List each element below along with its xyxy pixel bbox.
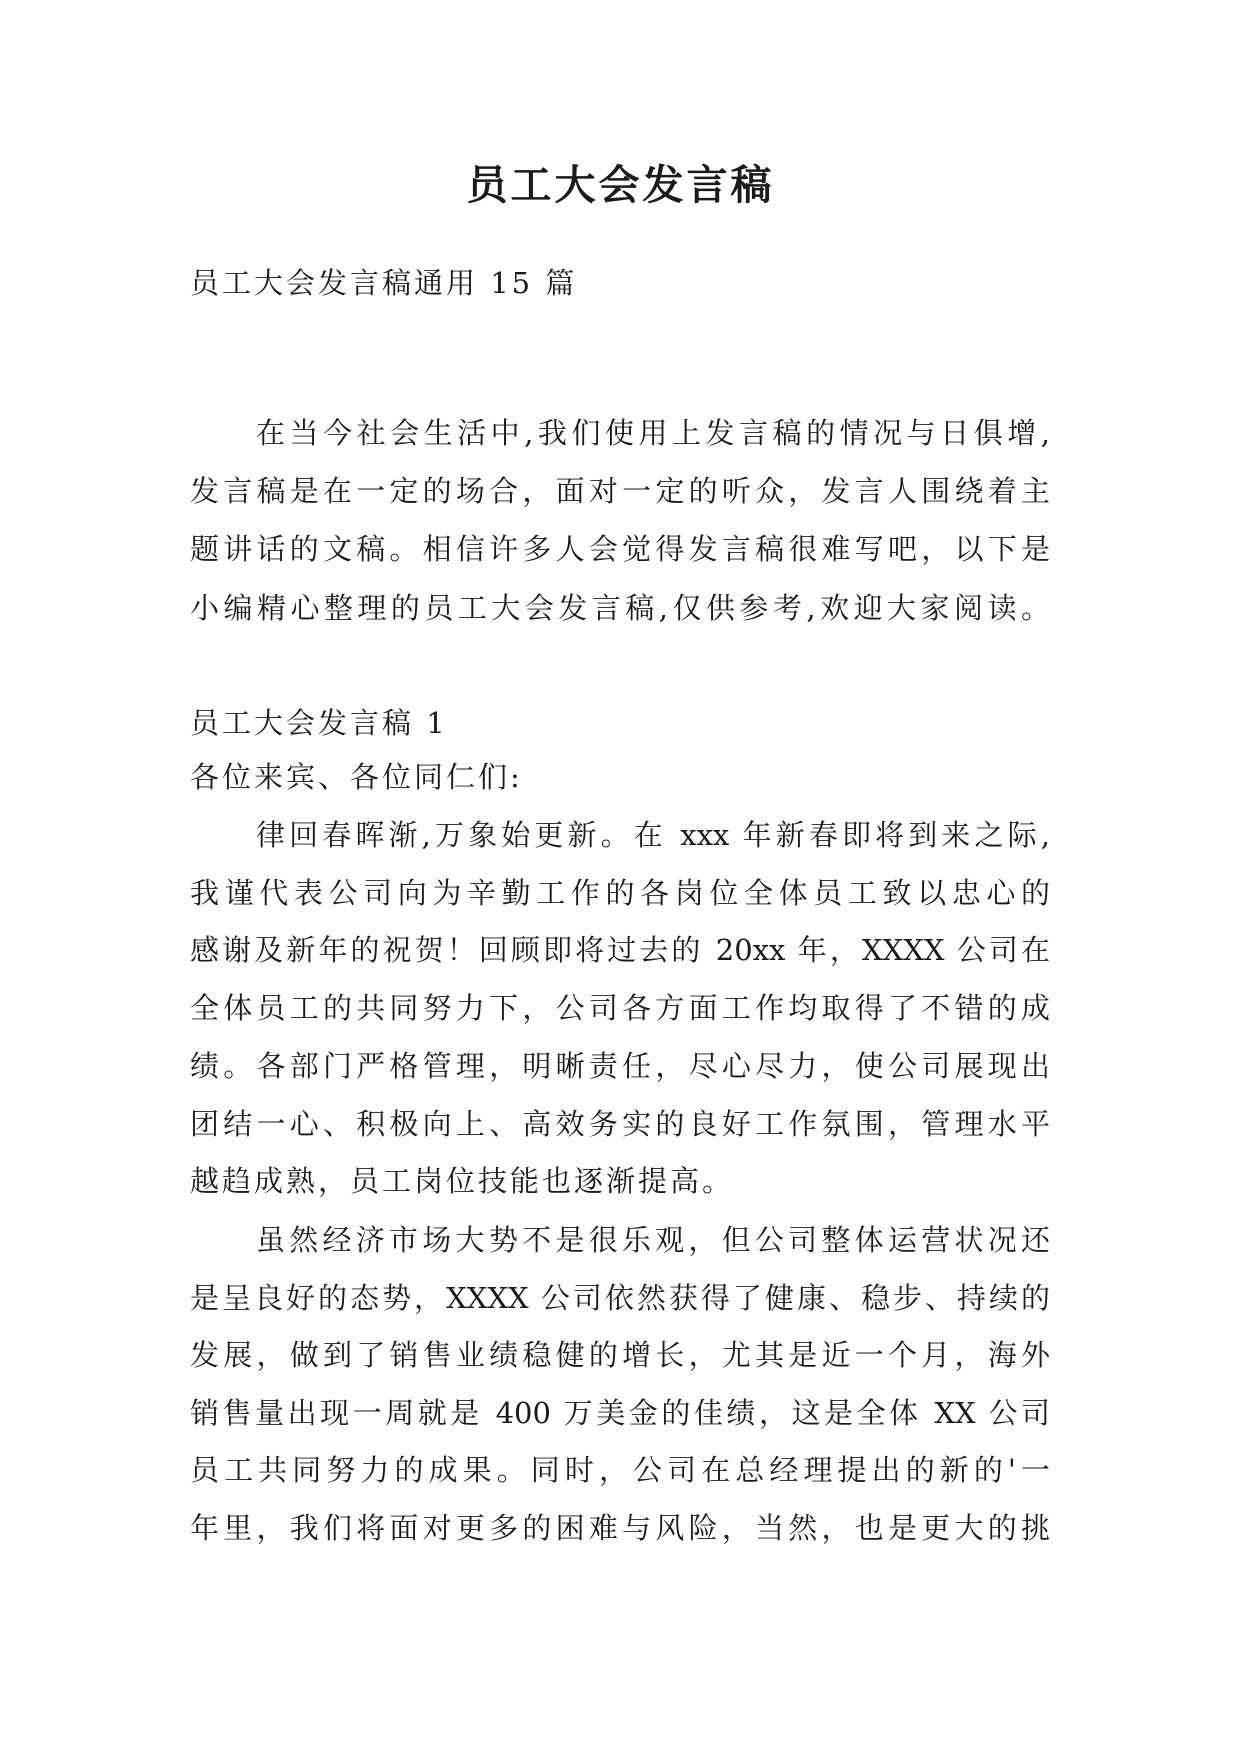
greeting-line: 各位来宾、各位同仁们:: [190, 760, 523, 794]
paragraph-line: 虽然经济市场大势不是很乐观，但公司整体运营状况还: [256, 1223, 1050, 1257]
paragraph-line: 销售量出现一周就是 400 万美金的佳绩，这是全体 XX 公司: [190, 1396, 1050, 1430]
document-subtitle: 员工大会发言稿通用 15 篇: [190, 266, 578, 300]
paragraph-line: 发展，做到了销售业绩稳健的增长，尤其是近一个月，海外: [190, 1338, 1050, 1372]
paragraph-line: 小编精心整理的员工大会发言稿,仅供参考,欢迎大家阅读。: [190, 591, 1050, 625]
paragraph-line: 员工共同努力的成果。同时，公司在总经理提出的新的'一: [190, 1453, 1050, 1487]
paragraph-line: 是呈良好的态势，XXXX 公司依然获得了健康、稳步、持续的: [190, 1281, 1050, 1315]
document-title: 员工大会发言稿: [466, 161, 775, 209]
paragraph-line: 年里，我们将面对更多的困难与风险，当然，也是更大的挑: [190, 1511, 1050, 1545]
paragraph-line: 在当今社会生活中,我们使用上发言稿的情况与日俱增,: [256, 416, 1050, 450]
paragraph-line: 团结一心、积极向上、高效务实的良好工作氛围，管理水平: [190, 1107, 1050, 1141]
paragraph-line: 越趋成熟，员工岗位技能也逐渐提高。: [190, 1164, 735, 1198]
section-heading: 员工大会发言稿 1: [190, 706, 448, 740]
paragraph-line: 绩。各部门严格管理，明晰责任，尽心尽力，使公司展现出: [190, 1049, 1050, 1083]
paragraph-line: 我谨代表公司向为辛勤工作的各岗位全体员工致以忠心的: [190, 876, 1050, 910]
paragraph-line: 律回春晖渐,万象始更新。在 xxx 年新春即将到来之际,: [256, 818, 1050, 852]
paragraph-line: 感谢及新年的祝贺！回顾即将过去的 20xx 年，XXXX 公司在: [190, 933, 1050, 967]
paragraph-line: 全体员工的共同努力下，公司各方面工作均取得了不错的成: [190, 991, 1050, 1025]
paragraph-line: 题讲话的文稿。相信许多人会觉得发言稿很难写吧，以下是: [190, 532, 1050, 566]
paragraph-line: 发言稿是在一定的场合，面对一定的听众，发言人围绕着主: [190, 474, 1050, 508]
